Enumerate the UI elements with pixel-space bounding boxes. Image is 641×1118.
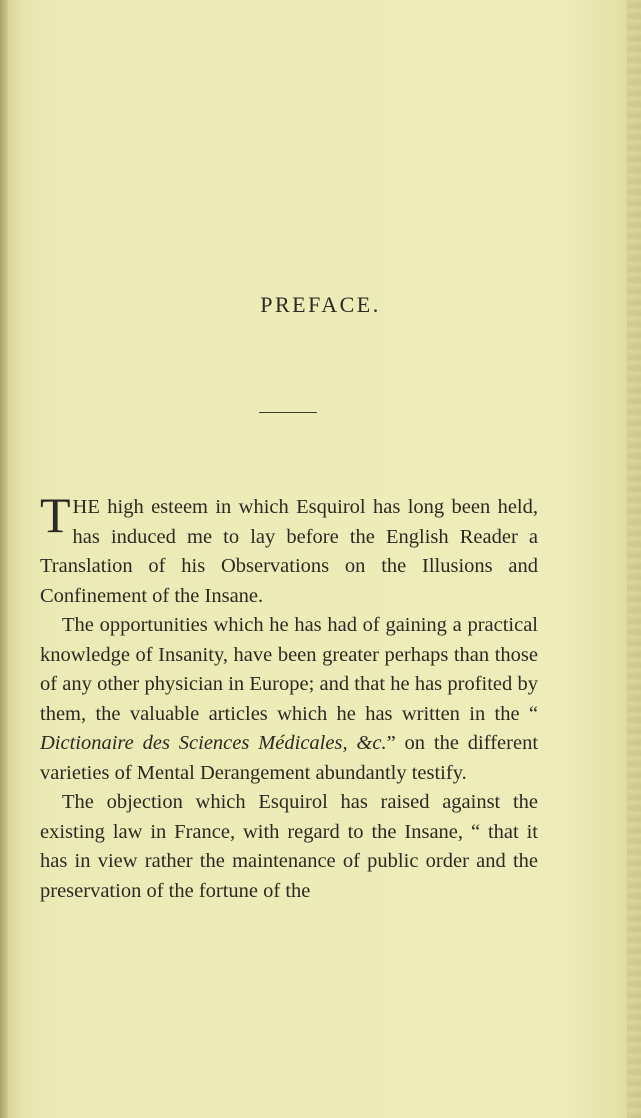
paragraph-1 xyxy=(40,487,538,611)
italic-title: Dictionaire des Sciences Médicales, &c. xyxy=(40,732,387,754)
drop-cap: T xyxy=(40,487,71,543)
paragraph-1-text: high esteem in which Esquirol has long been held, has induced me to lay before the English Reader a Translation of his Observations on the Illusions and Confinement of the Insane. xyxy=(40,496,538,607)
paragraph-3 xyxy=(40,788,538,906)
preface-body xyxy=(40,487,539,906)
paragraph-2-text: The opportunities which he has had of gaining a practical knowledge of Insanity, have been greater perhaps than those of any other physician in Europe; and that he has profited by them, the valuable articles which he has written in the “ xyxy=(40,614,538,725)
paragraph-3-text: The objection which Esquirol has raised against the existing law in France, with regard to the Insane, “ that it has in view rather the maintenance of public order and the preservation of the fortune of the xyxy=(40,791,538,902)
page-edge xyxy=(627,0,641,1118)
paragraph-2-tail: ” on the different varieties of Mental Derangement abundantly testify. xyxy=(40,732,539,784)
paragraph-2 xyxy=(40,611,538,788)
title-rule xyxy=(259,412,317,413)
drop-cap-continuation: HE xyxy=(72,496,100,518)
binding-edge xyxy=(0,0,8,1118)
page-title: PREFACE. xyxy=(260,292,381,317)
